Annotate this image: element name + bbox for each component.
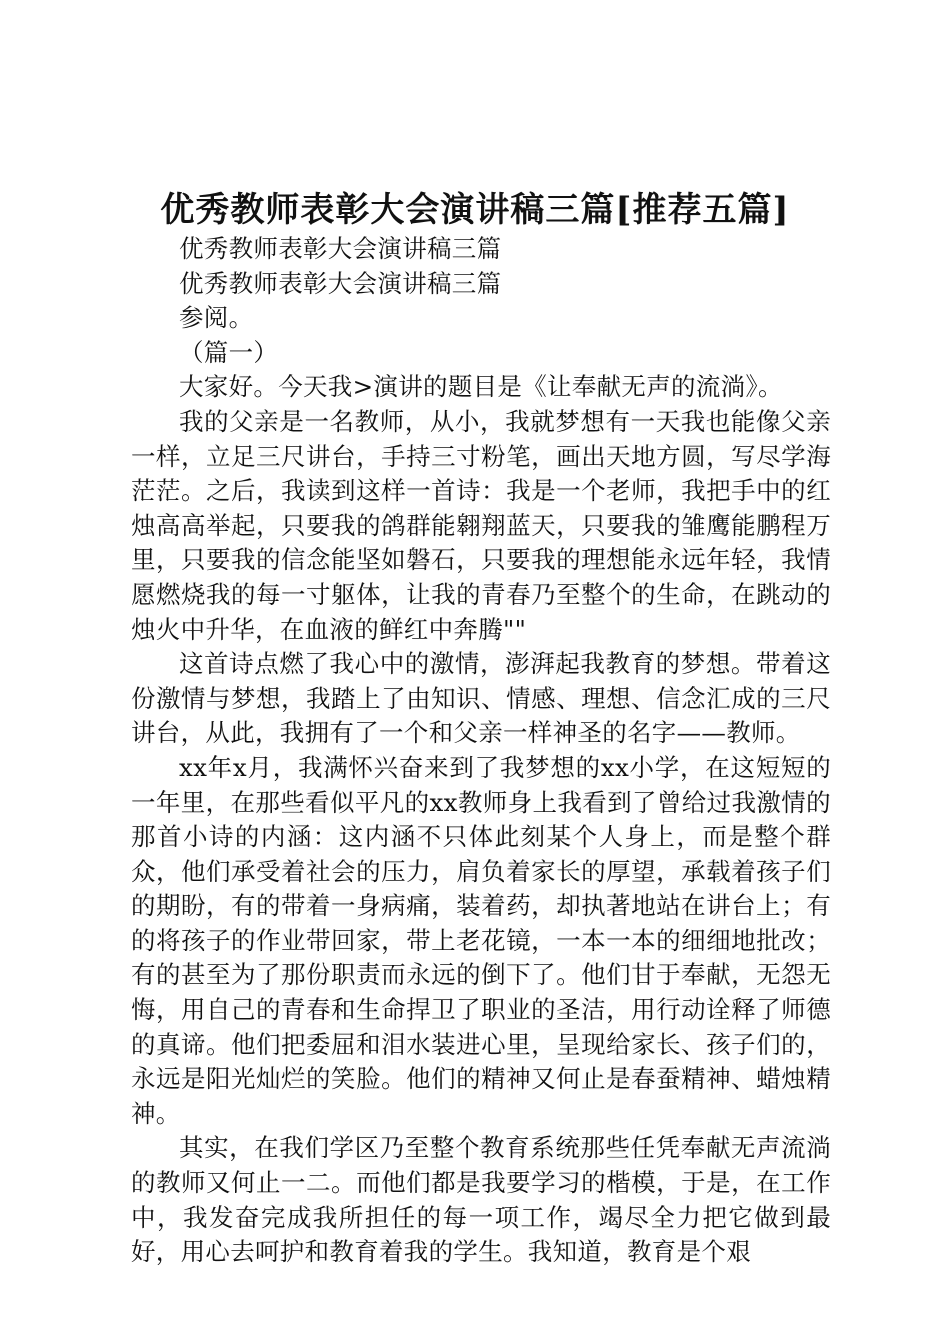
paragraph-1: 我的父亲是一名教师，从小，我就梦想有一天我也能像父亲一样，立足三尺讲台，手持三寸粉笔，画出天地方圆，写尽学海茫茫。之后，我读到这样一首诗：我是一个老师，我把手中的红烛高高举起，只要我的鸽群能翱翔蓝天，只要我的雏鹰能鹏程万里，只要我的信念能坚如磐石，只要我的理想能永远年轻，我情愿燃烧我的每一寸躯体，让我的青春乃至整个的生命，在跳动的烛火中升华，在血液的鲜红中奔腾"" [131,406,831,644]
paragraph-2: 这首诗点燃了我心中的激情，澎湃起我教育的梦想。带着这份激情与梦想，我踏上了由知识、情感、理想、信念汇成的三尺讲台，从此，我拥有了一个和父亲一样神圣的名字——教师。 [131,649,831,748]
paragraph-3: xx年x月，我满怀兴奋来到了我梦想的xx小学，在这短短的一年里，在那些看似平凡的xx教师身上我看到了曾给过我激情的那首小诗的内涵：这内涵不只体此刻某个人身上，而是整个群众，他们承受着社会的压力，肩负着家长的厚望，承载着孩子们的期盼，有的带着一身病痛，装着药，却执著地站在讲台上；有的将孩子的作业带回家，带上老花镜，一本一本的细细地批改；有的甚至为了那份职责而永远的倒下了。他们甘于奉献，无怨无悔，用自己的青春和生命捍卫了职业的圣洁，用行动诠释了师德的真谛。他们把委屈和泪水装进心里，呈现给家长、孩子们的，永远是阳光灿烂的笑脸。他们的精神又何止是春蚕精神、蜡烛精神。 [131,752,831,1128]
reference-line: 参阅。 [179,303,254,333]
section-heading: （篇一） [179,337,279,367]
document-body [131,232,831,1270]
greeting-line: 大家好。今天我>演讲的题目是《让奉献无声的流淌》。 [179,372,783,402]
document-title: 优秀教师表彰大会演讲稿三篇[推荐五篇] [160,190,790,230]
subtitle-line-2: 优秀教师表彰大会演讲稿三篇 [179,268,502,298]
paragraph-4: 其实，在我们学区乃至整个教育系统那些任凭奉献无声流淌的教师又何止一二。而他们都是我要学习的楷模，于是，在工作中，我发奋完成我所担任的每一项工作，竭尽全力把它做到最好，用心去呵护和教育着我的学生。我知道，教育是个艰 [131,1133,831,1267]
subtitle-line-1: 优秀教师表彰大会演讲稿三篇 [179,234,502,263]
